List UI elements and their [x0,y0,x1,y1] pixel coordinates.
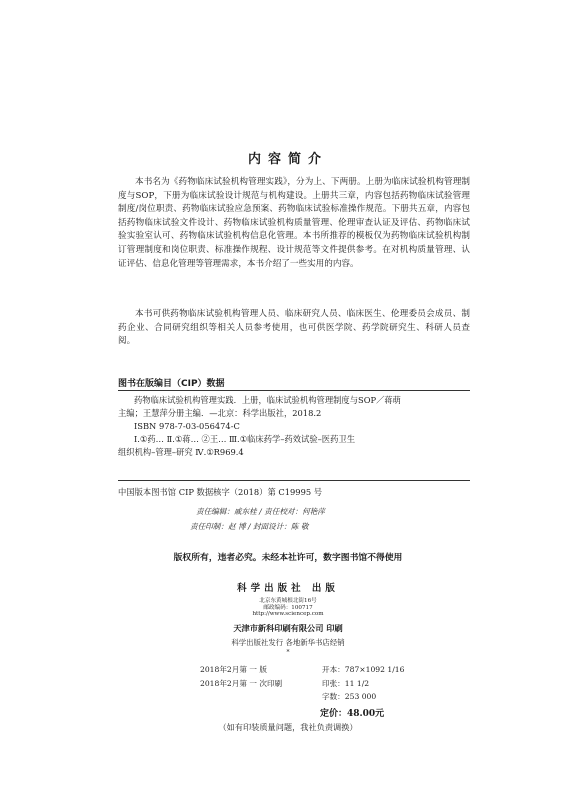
distributor: 科学出版社发行 各地新华书店经销 [231,638,345,647]
printer-name: 天津市新科印刷有限公司 印刷 [233,623,343,633]
publisher-name: 科学出版社 出版 [237,583,339,594]
cip-line-isbn: ISBN 978-7-03-056474-C [134,421,240,431]
print-sheets: 印张：11 1/2 [322,679,370,688]
cip-line-editors: 主编；王慧萍分册主编．—北京：科学出版社，2018.2 [118,408,322,418]
intro-title: 内容简介 [247,152,328,167]
price: 定价：48.00元 [320,709,385,719]
copyright-notice: 版权所有，违者必究。未经本社许可，数字图书馆不得使用 [173,553,403,563]
cip-line-title: 药物临床试验机构管理实践．上册，临床试验机构管理制度与SOP／蒋萌 [134,395,401,405]
cip-top-rule [118,390,470,391]
distributor-mark: * [286,649,290,656]
cip-number: 中国版本图书馆 CIP 数据核字（2018）第 C19995 号 [118,487,323,497]
publisher-website: http://www.sciencep.com [252,611,324,617]
cip-bottom-rule [118,480,470,481]
cip-heading: 图书在版编目（CIP）数据 [118,379,225,389]
cip-block [118,394,470,459]
quality-notice: （如有印装质量问题，我社负责调换） [218,722,358,732]
editor-credits: 责任编辑：戚东桂 / 责任校对：何艳萍 [196,507,325,516]
printing-date: 2018年2月第 一 次印刷 [200,679,283,688]
production-credits: 责任印制：赵 博 / 封面设计：陈 敬 [190,522,309,531]
book-format: 开本：787×1092 1/16 [322,665,405,674]
cip-line-classification-cont: 组织机构–管理–研究 Ⅳ.①R969.4 [118,447,244,457]
cip-line-classification: Ⅰ.①药… Ⅱ.①蒋… ②王… Ⅲ.①临床药学–药效试验–医药卫生 [134,434,355,444]
word-count: 字数：253 000 [322,692,377,701]
intro-paragraph-1: 本书名为《药物临床试验机构管理实践》，分为上、下两册。上册为临床试验机构管理制度与SOP，下册为临床试验设计规范与机构建设。上册共三章，内容包括药物临床试验管理制度/岗位职责、药物临床试验应急预案、药物临床试验标准操作规范。下册共五章，内容包括药物临床试验文件设计、药物临床试验机构质量管理、伦理审查认证及评估、药物临床试验实验室认可、药物临床试验机构信息化管理。本书所推荐的模板仅为药物临床试验机构制订管理制度和岗位职责、标准操作规程、设计规范等文件提供参考。在对机构质量管理、认证评估、信息化管理等管理需求，本书介绍了一些实用的内容。 [118,177,470,269]
publisher-address: 北京东黄城根北街16号 [259,598,317,604]
publisher-postcode: 邮政编码：100717 [263,605,313,611]
edition-date: 2018年2月第 一 版 [200,665,267,674]
intro-paragraph-2: 本书可供药物临床试验机构管理人员、临床研究人员、临床医生、伦理委员会成员、制药企业、合同研究组织等相关人员参考使用，也可供医学院、药学院研究生、科研人员查阅。 [118,309,470,347]
